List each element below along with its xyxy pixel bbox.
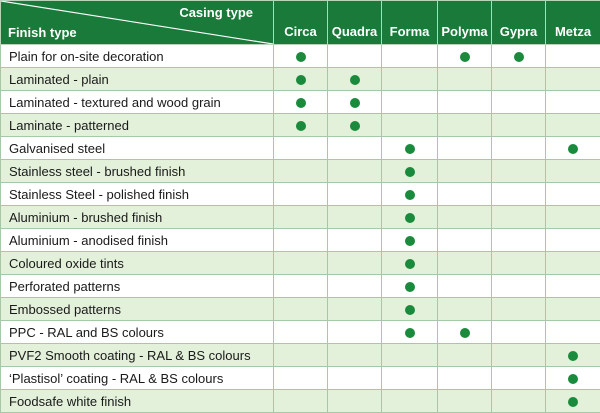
matrix-cell	[274, 160, 328, 183]
matrix-cell	[274, 252, 328, 275]
matrix-cell	[438, 114, 492, 137]
finish-label: Laminate - patterned	[1, 114, 274, 137]
matrix-cell	[492, 91, 546, 114]
matrix-cell	[546, 183, 600, 206]
matrix-cell	[382, 390, 438, 413]
matrix-cell	[438, 321, 492, 344]
matrix-cell	[546, 229, 600, 252]
matrix-cell	[438, 206, 492, 229]
table-row	[1, 183, 600, 206]
matrix-cell	[328, 229, 382, 252]
table-row	[1, 68, 600, 91]
matrix-cell	[382, 367, 438, 390]
finish-label: PVF2 Smooth coating - RAL & BS colours	[1, 344, 274, 367]
matrix-cell	[382, 229, 438, 252]
column-header-polyma: Polyma	[438, 1, 492, 45]
matrix-cell	[492, 298, 546, 321]
matrix-cell	[274, 91, 328, 114]
availability-dot-icon	[405, 328, 415, 338]
availability-dot-icon	[405, 259, 415, 269]
availability-dot-icon	[460, 328, 470, 338]
table-row	[1, 344, 600, 367]
table-row	[1, 137, 600, 160]
matrix-cell	[274, 298, 328, 321]
matrix-cell	[382, 137, 438, 160]
matrix-cell	[274, 183, 328, 206]
matrix-cell	[438, 275, 492, 298]
matrix-cell	[438, 298, 492, 321]
availability-dot-icon	[405, 190, 415, 200]
matrix-body	[1, 45, 600, 413]
matrix-cell	[382, 298, 438, 321]
availability-dot-icon	[350, 121, 360, 131]
finish-type-heading: Finish type	[8, 25, 77, 40]
availability-dot-icon	[296, 121, 306, 131]
matrix-cell	[546, 275, 600, 298]
availability-dot-icon	[296, 52, 306, 62]
matrix-cell	[546, 137, 600, 160]
matrix-cell	[438, 45, 492, 68]
matrix-cell	[492, 114, 546, 137]
availability-dot-icon	[350, 75, 360, 85]
matrix-cell	[382, 160, 438, 183]
finish-label: Galvanised steel	[1, 137, 274, 160]
table-row	[1, 229, 600, 252]
matrix-cell	[492, 275, 546, 298]
matrix-cell	[382, 344, 438, 367]
matrix-cell	[382, 321, 438, 344]
matrix-cell	[546, 91, 600, 114]
column-header-quadra: Quadra	[328, 1, 382, 45]
matrix-cell	[382, 91, 438, 114]
availability-dot-icon	[405, 213, 415, 223]
corner-header	[1, 1, 274, 45]
availability-dot-icon	[405, 167, 415, 177]
availability-dot-icon	[460, 52, 470, 62]
matrix-cell	[492, 367, 546, 390]
finish-label: Laminated - plain	[1, 68, 274, 91]
matrix-cell	[546, 298, 600, 321]
table-row	[1, 91, 600, 114]
table-row	[1, 321, 600, 344]
matrix-cell	[382, 68, 438, 91]
finish-label: ‘Plastisol’ coating - RAL & BS colours	[1, 367, 274, 390]
matrix-cell	[328, 137, 382, 160]
matrix-cell	[438, 183, 492, 206]
matrix-cell	[492, 229, 546, 252]
matrix-cell	[546, 206, 600, 229]
matrix-cell	[274, 367, 328, 390]
availability-dot-icon	[568, 144, 578, 154]
availability-dot-icon	[405, 236, 415, 246]
matrix-cell	[438, 344, 492, 367]
table-row	[1, 206, 600, 229]
finish-label: Aluminium - brushed finish	[1, 206, 274, 229]
header-row	[1, 1, 600, 45]
matrix-cell	[492, 137, 546, 160]
table-row	[1, 160, 600, 183]
matrix-cell	[492, 68, 546, 91]
availability-dot-icon	[350, 98, 360, 108]
availability-dot-icon	[296, 98, 306, 108]
matrix-cell	[328, 390, 382, 413]
finish-label: Stainless Steel - polished finish	[1, 183, 274, 206]
matrix-cell	[328, 45, 382, 68]
availability-dot-icon	[296, 75, 306, 85]
matrix-cell	[382, 252, 438, 275]
finish-label: Laminated - textured and wood grain	[1, 91, 274, 114]
matrix-cell	[328, 183, 382, 206]
availability-dot-icon	[568, 374, 578, 384]
matrix-cell	[546, 68, 600, 91]
matrix-cell	[328, 206, 382, 229]
matrix-cell	[546, 367, 600, 390]
matrix-cell	[382, 45, 438, 68]
column-header-forma: Forma	[382, 1, 438, 45]
table-row	[1, 45, 600, 68]
finish-label: Foodsafe white finish	[1, 390, 274, 413]
matrix-cell	[438, 390, 492, 413]
matrix-cell	[274, 390, 328, 413]
availability-dot-icon	[514, 52, 524, 62]
matrix-cell	[274, 206, 328, 229]
matrix-cell	[492, 321, 546, 344]
finish-label: Embossed patterns	[1, 298, 274, 321]
matrix-cell	[382, 183, 438, 206]
availability-dot-icon	[405, 144, 415, 154]
column-header-gypra: Gypra	[492, 1, 546, 45]
matrix-cell	[438, 252, 492, 275]
matrix-cell	[438, 160, 492, 183]
matrix-cell	[328, 344, 382, 367]
matrix-cell	[328, 68, 382, 91]
finish-label: Coloured oxide tints	[1, 252, 274, 275]
matrix-cell	[546, 252, 600, 275]
table-row	[1, 390, 600, 413]
matrix-cell	[382, 114, 438, 137]
matrix-cell	[274, 45, 328, 68]
matrix-cell	[274, 229, 328, 252]
matrix-cell	[492, 252, 546, 275]
matrix-cell	[274, 137, 328, 160]
matrix-cell	[438, 229, 492, 252]
matrix-cell	[274, 275, 328, 298]
matrix-cell	[274, 344, 328, 367]
table-row	[1, 252, 600, 275]
table-row	[1, 298, 600, 321]
matrix-cell	[546, 390, 600, 413]
matrix-cell	[328, 160, 382, 183]
matrix-cell	[274, 68, 328, 91]
finish-label: PPC - RAL and BS colours	[1, 321, 274, 344]
matrix-cell	[438, 367, 492, 390]
matrix-cell	[492, 183, 546, 206]
matrix-cell	[546, 45, 600, 68]
matrix-cell	[382, 275, 438, 298]
finish-label: Perforated patterns	[1, 275, 274, 298]
matrix-cell	[328, 252, 382, 275]
matrix-cell	[546, 160, 600, 183]
finish-label: Stainless steel - brushed finish	[1, 160, 274, 183]
matrix-cell	[274, 321, 328, 344]
matrix-cell	[492, 45, 546, 68]
matrix-cell	[382, 206, 438, 229]
matrix-cell	[438, 68, 492, 91]
matrix-cell	[274, 114, 328, 137]
matrix-cell	[328, 275, 382, 298]
matrix-cell	[328, 298, 382, 321]
matrix-cell	[492, 390, 546, 413]
finish-label: Plain for on-site decoration	[1, 45, 274, 68]
table-row	[1, 275, 600, 298]
matrix-cell	[546, 344, 600, 367]
matrix-cell	[328, 114, 382, 137]
casing-type-heading: Casing type	[179, 5, 253, 20]
column-header-circa: Circa	[274, 1, 328, 45]
table-row	[1, 114, 600, 137]
table-row	[1, 367, 600, 390]
matrix-cell	[438, 137, 492, 160]
finish-label: Aluminium - anodised finish	[1, 229, 274, 252]
matrix-cell	[328, 321, 382, 344]
matrix-cell	[328, 91, 382, 114]
availability-dot-icon	[405, 282, 415, 292]
matrix-cell	[546, 114, 600, 137]
matrix-cell	[546, 321, 600, 344]
column-header-metza: Metza	[546, 1, 600, 45]
matrix-cell	[438, 91, 492, 114]
availability-dot-icon	[568, 351, 578, 361]
matrix-cell	[492, 206, 546, 229]
availability-dot-icon	[568, 397, 578, 407]
matrix-cell	[492, 160, 546, 183]
matrix-cell	[492, 344, 546, 367]
availability-dot-icon	[405, 305, 415, 315]
matrix-cell	[328, 367, 382, 390]
